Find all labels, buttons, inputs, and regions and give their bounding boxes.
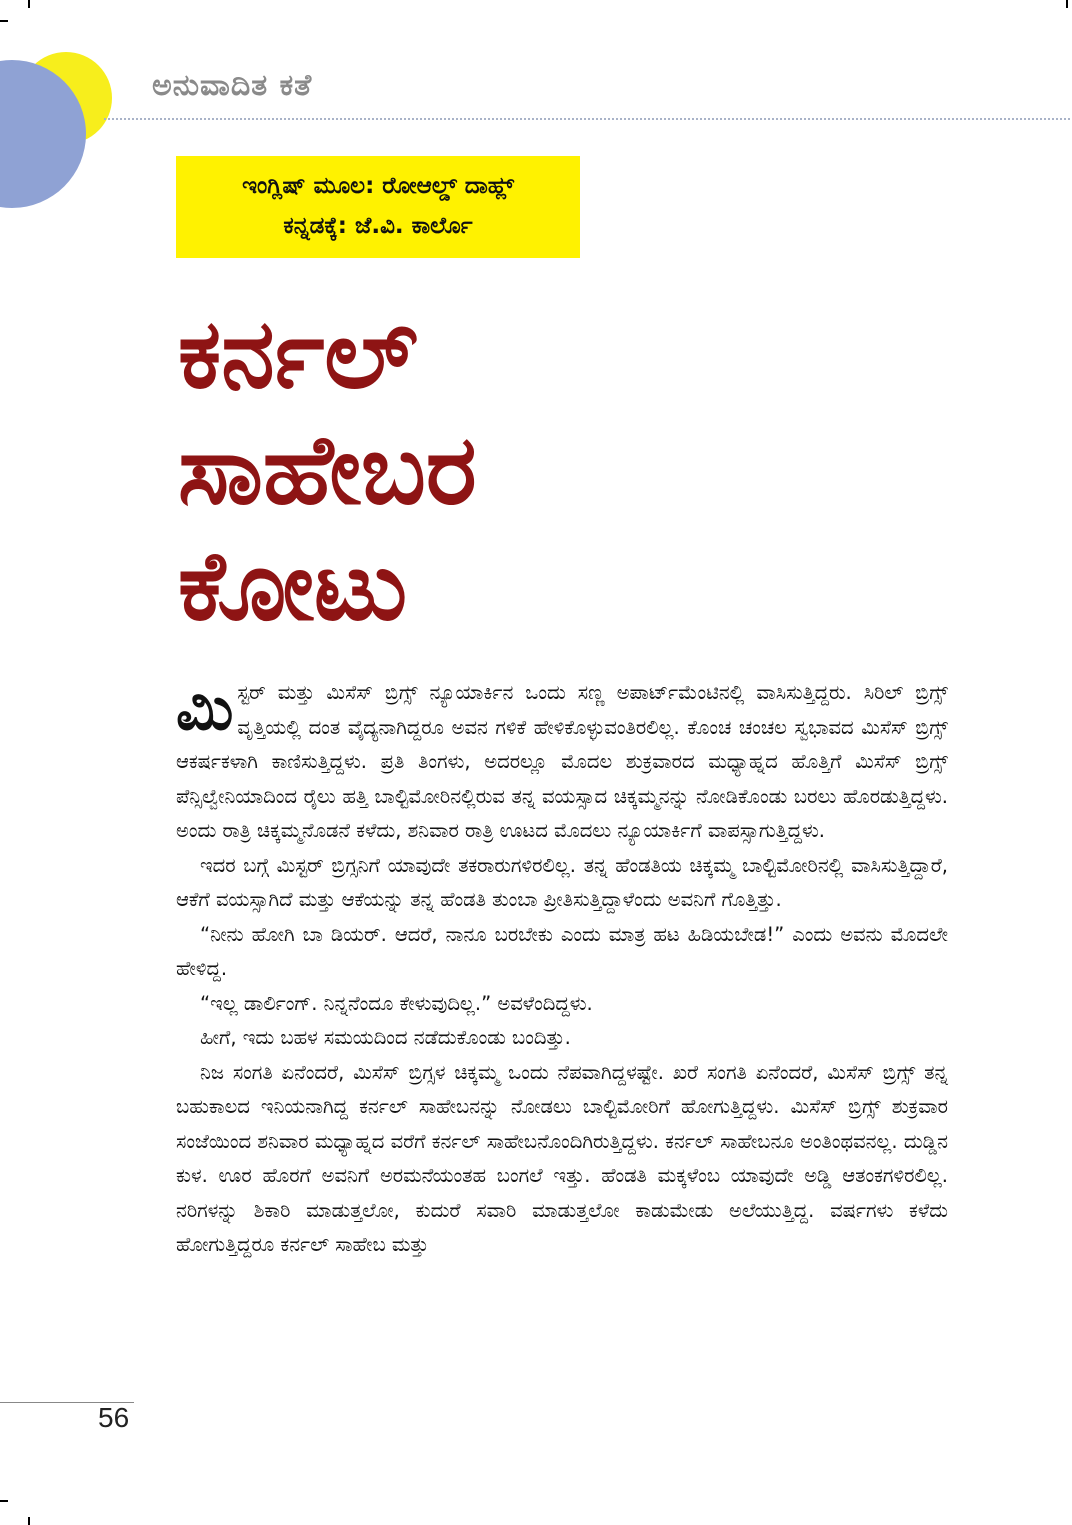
crop-mark — [0, 1500, 8, 1502]
story-title-line-1: ಕರ್ನಲ್ — [178, 298, 418, 410]
section-label: ಅನುವಾದಿತ ಕತೆ — [152, 68, 313, 103]
story-title-line-3: ಕೋಟು — [178, 530, 408, 642]
story-body — [176, 676, 948, 1263]
crop-mark — [1066, 0, 1068, 8]
story-title-line-2: ಸಾಹೇಬರ — [178, 414, 477, 526]
body-paragraph-1 — [176, 676, 948, 849]
body-paragraph-4: “ಇಲ್ಲ ಡಾರ್ಲಿಂಗ್. ನಿನ್ನನೆಂದೂ ಕೇಳುವುದಿಲ್ಲ.” ಅವಳೆಂದಿದ್ದಳು. — [200, 991, 593, 1015]
page-number: 56 — [98, 1402, 130, 1433]
body-paragraph-1-text: ಸ್ಟರ್ ಮತ್ತು ಮಿಸೆಸ್ ಬ್ರಿಗ್ಸ್ ನ್ಯೂಯಾರ್ಕಿನ ಒಂದು ಸಣ್ಣ ಅಪಾರ್ಟ್‌ಮೆಂಟಿನಲ್ಲಿ ವಾಸಿಸುತ್ತಿದ್ದರು. ಸಿರಿಲ್ ಬ್ರಿಗ್ಸ್ ವೃತ್ತಿಯಲ್ಲಿ ದಂತ ವೈದ್ಯನಾಗಿದ್ದರೂ ಅವನ ಗಳಿಕೆ ಹೇಳಿಕೊಳ್ಳುವಂತಿರಲಿಲ್ಲ. ಕೊಂಚ ಚಂಚಲ ಸ್ವಭಾವದ ಮಿಸೆಸ್ ಬ್ರಿಗ್ಸ್ ಆಕರ್ಷಕಳಾಗಿ ಕಾಣಿಸುತ್ತಿದ್ದಳು. ಪ್ರತಿ ತಿಂಗಳು, ಅದರಲ್ಲೂ ಮೊದಲ ಶುಕ್ರವಾರದ ಮಧ್ಯಾಹ್ನದ ಹೊತ್ತಿಗೆ ಮಿಸೆಸ್ ಬ್ರಿಗ್ಸ್ ಪೆನ್ಸಿಲ್ವೇನಿಯಾದಿಂದ ರೈಲು ಹತ್ತಿ ಬಾಲ್ಟಿಮೋರಿನಲ್ಲಿರುವ ತನ್ನ ವಯಸ್ಸಾದ ಚಿಕ್ಕಮ್ಮನನ್ನು ನೋಡಿಕೊಂಡು ಬರಲು ಹೊರಡುತ್ತಿದ್ದಳು. ಅಂದು ರಾತ್ರಿ ಚಿಕ್ಕಮ್ಮನೊಡನೆ ಕಳೆದು, ಶನಿವಾರ ರಾತ್ರಿ ಊಟದ ಮೊದಲು ನ್ಯೂಯಾರ್ಕಿಗೆ ವಾಪಸ್ಸಾಗುತ್ತಿದ್ದಳು. — [176, 681, 948, 842]
original-author-credit: ಇಂಗ್ಲಿಷ್ ಮೂಲ: ರೋಆಲ್ಡ್ ದಾಹ್ಲ್ — [242, 173, 514, 199]
translator-credit: ಕನ್ನಡಕ್ಕೆ: ಜೆ.ವಿ. ಕಾರ್ಲೊ — [283, 213, 473, 239]
body-paragraph-3: “ನೀನು ಹೋಗಿ ಬಾ ಡಿಯರ್. ಆದರೆ, ನಾನೂ ಬರಬೇಕು ಎಂದು ಮಾತ್ರ ಹಟ ಹಿಡಿಯಬೇಡ!” ಎಂದು ಅವನು ಮೊದಲೇ ಹೇಳಿದ್ದ. — [176, 922, 948, 980]
body-paragraph-2: ಇದರ ಬಗ್ಗೆ ಮಿಸ್ಟರ್ ಬ್ರಿಗ್ಸನಿಗೆ ಯಾವುದೇ ತಕರಾರುಗಳಿರಲಿಲ್ಲ. ತನ್ನ ಹೆಂಡತಿಯ ಚಿಕ್ಕಮ್ಮ ಬಾಲ್ಟಿಮೋರಿನಲ್ಲಿ ವಾಸಿಸುತ್ತಿದ್ದಾರೆ, ಆಕೆಗೆ ವಯಸ್ಸಾಗಿದೆ ಮತ್ತು ಆಕೆಯನ್ನು ತನ್ನ ಹೆಂಡತಿ ತುಂಬಾ ಪ್ರೀತಿಸುತ್ತಿದ್ದಾಳೆಂದು ಅವನಿಗೆ ಗೊತ್ತಿತ್ತು. — [176, 853, 948, 911]
header-dotted-rule — [104, 118, 1070, 120]
credit-box — [176, 156, 580, 258]
crop-mark — [28, 0, 30, 8]
drop-cap: ಮಿ — [176, 674, 234, 744]
crop-mark — [0, 20, 8, 22]
body-paragraph-5: ಹೀಗೆ, ಇದು ಬಹಳ ಸಮಯದಿಂದ ನಡೆದುಕೊಂಡು ಬಂದಿತ್ತು. — [200, 1026, 571, 1049]
story-title — [178, 296, 477, 644]
crop-mark — [28, 1517, 30, 1525]
body-paragraph-6: ನಿಜ ಸಂಗತಿ ಏನೆಂದರೆ, ಮಿಸೆಸ್ ಬ್ರಿಗ್ಸಳ ಚಿಕ್ಕಮ್ಮ ಒಂದು ನೆಪವಾಗಿದ್ದಳಷ್ಟೇ. ಖರೆ ಸಂಗತಿ ಏನೆಂದರೆ, ಮಿಸೆಸ್ ಬ್ರಿಗ್ಸ್ ತನ್ನ ಬಹುಕಾಲದ ಇನಿಯನಾಗಿದ್ದ ಕರ್ನಲ್ ಸಾಹೇಬನನ್ನು ನೋಡಲು ಬಾಲ್ಟಿಮೋರಿಗೆ ಹೋಗುತ್ತಿದ್ದಳು. ಮಿಸೆಸ್ ಬ್ರಿಗ್ಸ್ ಶುಕ್ರವಾರ ಸಂಜೆಯಿಂದ ಶನಿವಾರ ಮಧ್ಯಾಹ್ನದ ವರೆಗೆ ಕರ್ನಲ್ ಸಾಹೇಬನೊಂದಿಗಿರುತ್ತಿದ್ದಳು. ಕರ್ನಲ್ ಸಾಹೇಬನೂ ಅಂತಿಂಥವನಲ್ಲ. ದುಡ್ಡಿನ ಕುಳ. ಊರ ಹೊರಗೆ ಅವನಿಗೆ ಅರಮನೆಯಂತಹ ಬಂಗಲೆ ಇತ್ತು. ಹೆಂಡತಿ ಮಕ್ಕಳೆಂಬ ಯಾವುದೇ ಅಡ್ಡಿ ಆತಂಕಗಳಿರಲಿಲ್ಲ. ನರಿಗಳನ್ನು ಶಿಕಾರಿ ಮಾಡುತ್ತಲೋ, ಕುದುರೆ ಸವಾರಿ ಮಾಡುತ್ತಲೋ ಕಾಡುಮೇಡು ಅಲೆಯುತ್ತಿದ್ದ. ವರ್ಷಗಳು ಕಳೆದು ಹೋಗುತ್ತಿದ್ದರೂ ಕರ್ನಲ್ ಸಾಹೇಬ ಮತ್ತು — [176, 1060, 948, 1256]
